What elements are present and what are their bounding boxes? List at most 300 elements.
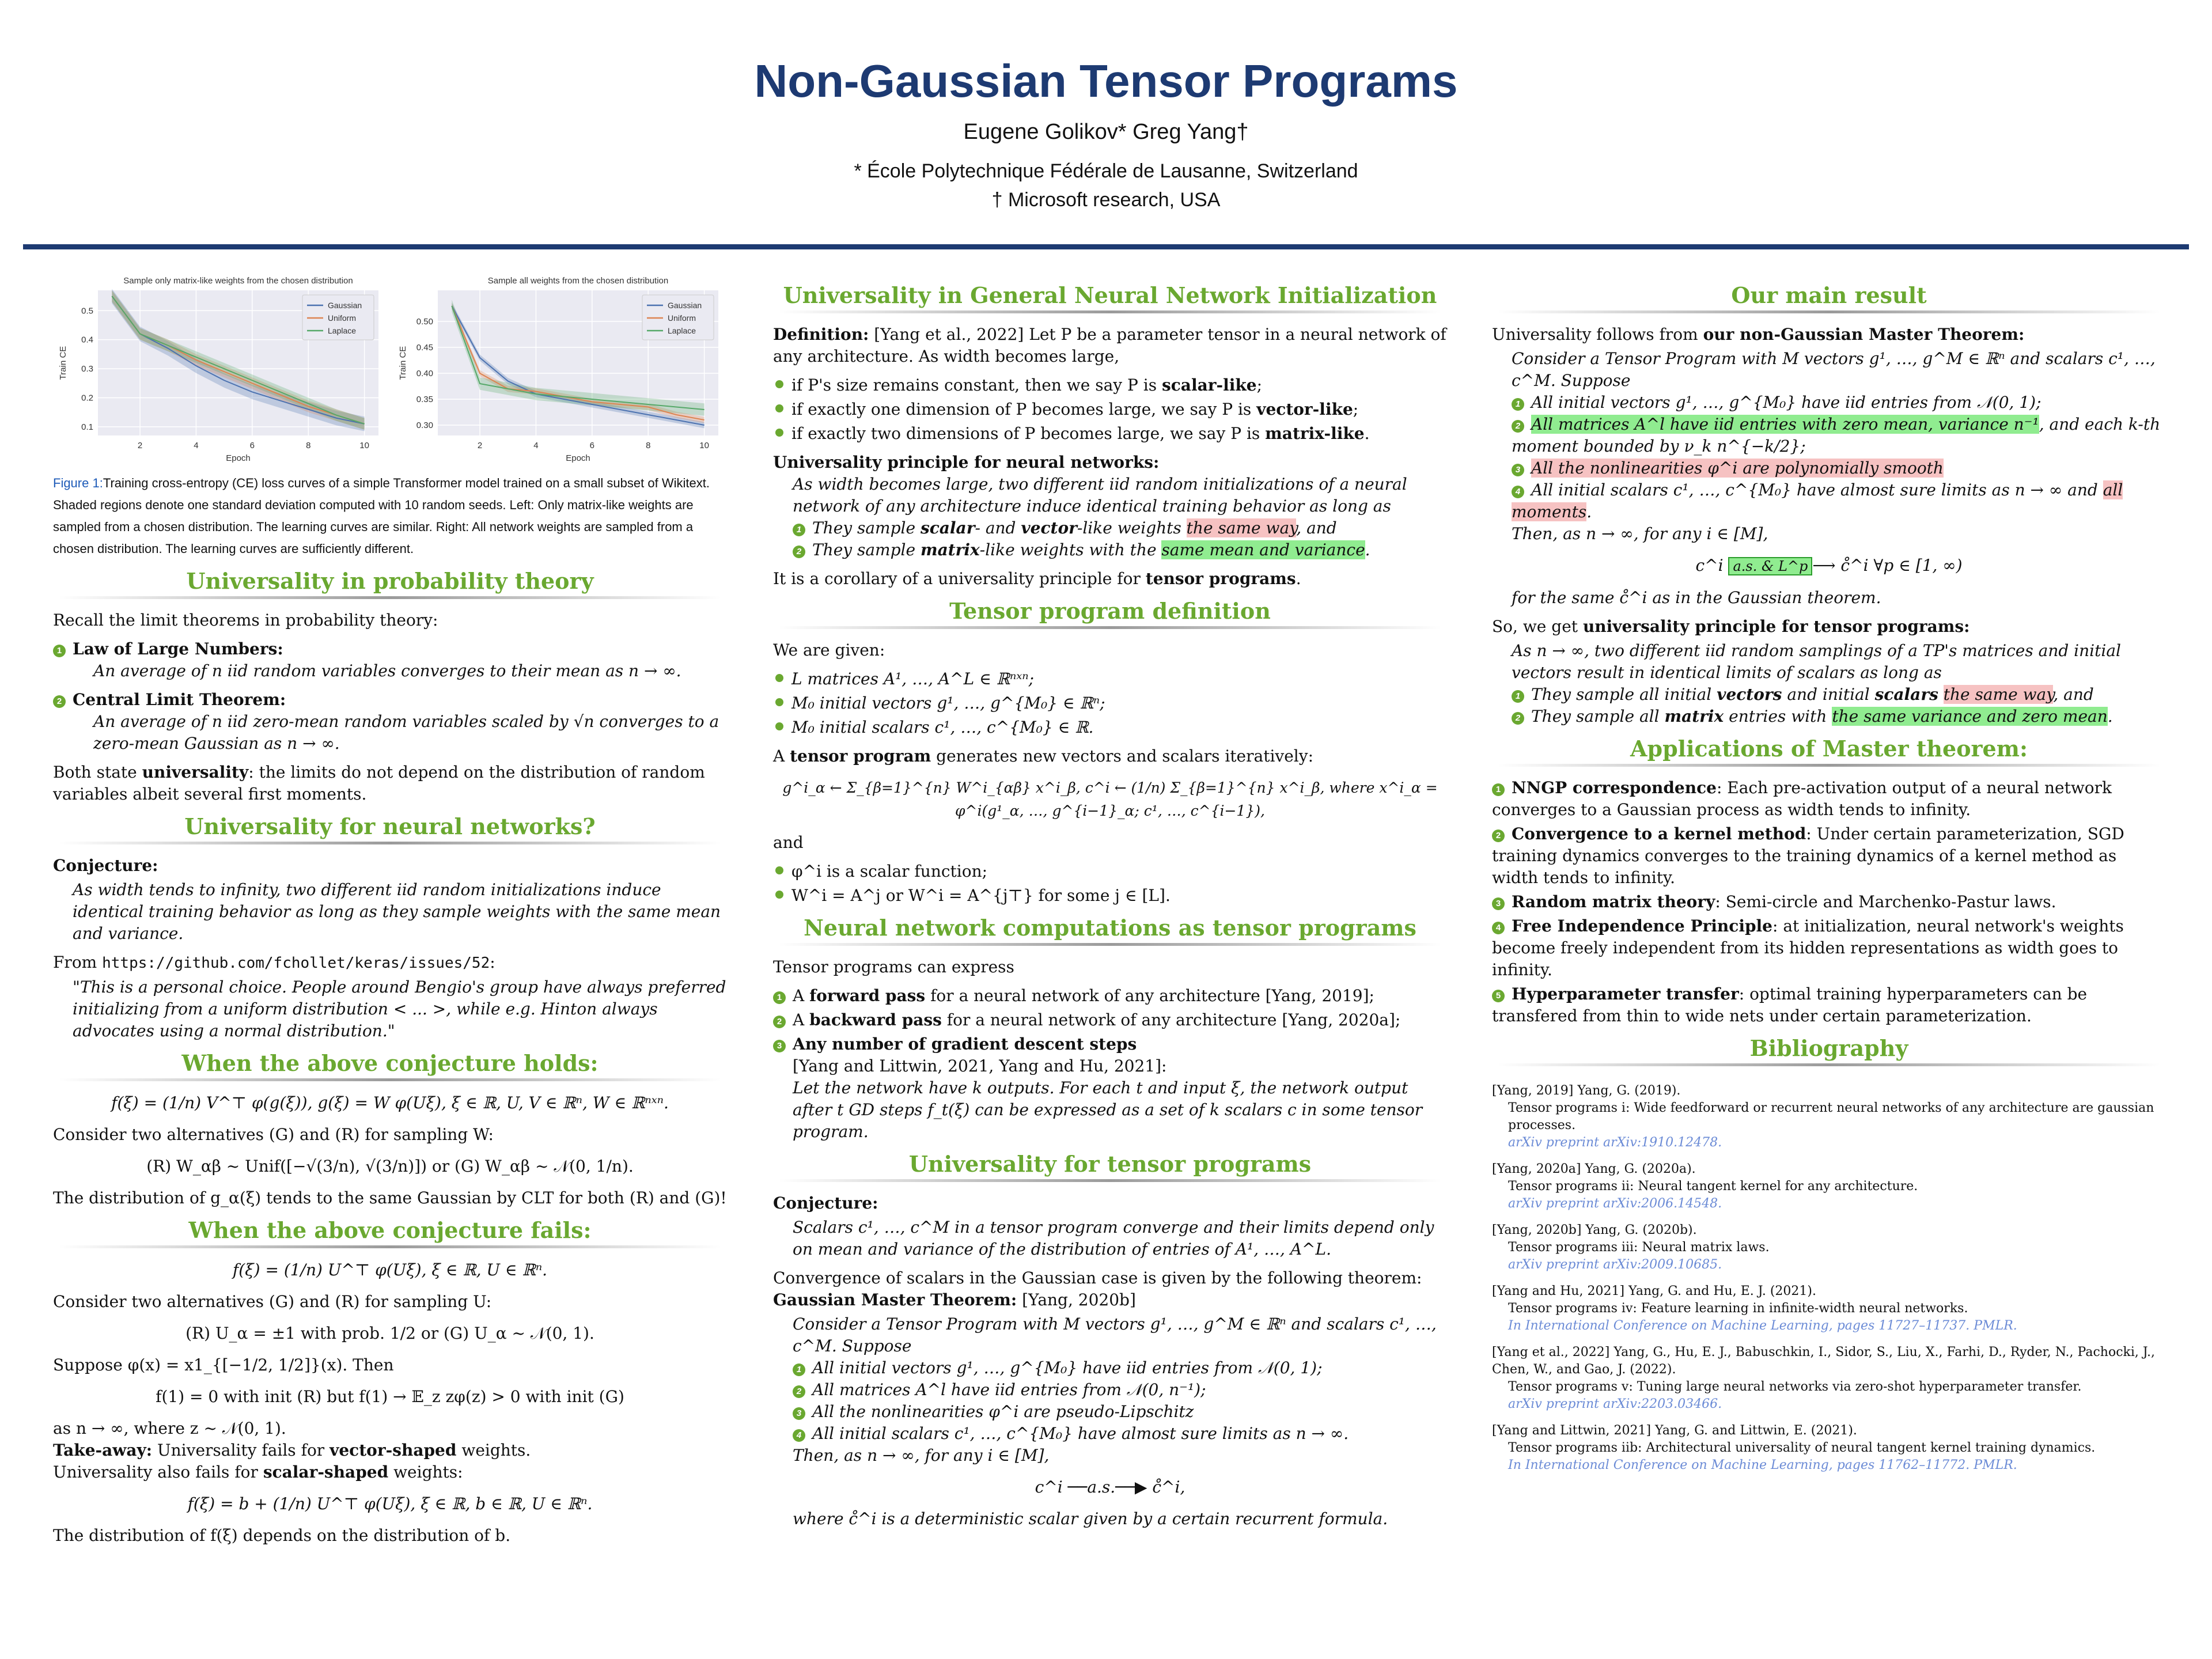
mt-item-1 (1512, 392, 2166, 414)
up1-mid2: -like weights (1077, 518, 1187, 537)
x-tick-label: 6 (589, 441, 595, 450)
item-number-2: 2 (793, 546, 805, 558)
highlight-zero-mean: All matrices A^l have iid entries with zero mean, variance n⁻¹ (1531, 415, 2039, 434)
section-divider (779, 943, 1441, 946)
m1-text: All initial vectors g¹, …, g^{M₀} have iid entries from 𝒩(0, 1); (1531, 393, 2041, 412)
ap1-bold: NNGP correspondence (1512, 778, 1717, 797)
ap2-bold: Convergence to a kernel method (1512, 824, 1806, 843)
so-item-1 (1512, 684, 2166, 706)
e2-post: for a neural network of any architecture [Yang, 2020a]; (941, 1010, 1401, 1029)
y-axis-label: Train CE (58, 346, 68, 380)
up-item-2 (793, 539, 1447, 561)
bullet-dot (775, 722, 783, 730)
s1-outro-post: : the limits do not depend on the distribution of random variables albeit several first moments. (53, 763, 705, 804)
up-item-1 (793, 517, 1447, 539)
and: and (773, 833, 804, 852)
bib-author: Yang, G. (2020b). (1585, 1223, 1697, 1237)
ap5-text: : optimal training hyperparameters can be transfered from thin to wide nets under certain parameterization. (1492, 984, 2088, 1025)
mt-then: Then, as n → ∞, for any i ∈ [M], (1512, 524, 1768, 543)
up1-post: , and (1296, 518, 1337, 537)
clt-text: An average of n iid zero-mean random variables scaled by √n converges to a zero-mean Gaussian as n → ∞. (93, 712, 719, 753)
bibliography-list (1492, 1082, 2166, 1474)
gmt-item-2 (793, 1379, 1447, 1401)
ap3-text: : Semi-circle and Marchenko-Pastur laws. (1715, 892, 2056, 911)
y-tick-label: 0.2 (81, 393, 93, 403)
bullet-dot (775, 380, 783, 388)
takeaway-label: Take-away: (53, 1441, 153, 1460)
equation-2: (R) W_αβ ~ Unif([−√(3/n), √(3/n)]) or (G) W_αβ ~ 𝒩(0, 1/n). (146, 1157, 634, 1176)
express-1 (773, 985, 1447, 1007)
section-divider (1498, 764, 2160, 767)
gmt-text: Consider a Tensor Program with M vectors g¹, …, g^M ∈ ℝⁿ and scalars c¹, …, c^M. Suppose (793, 1315, 1437, 1355)
column-left (53, 271, 727, 1554)
bib-author: Yang, G. (2019). (1577, 1084, 1681, 1098)
legend-label: Uniform (668, 313, 696, 323)
section-divider (779, 626, 1441, 629)
item-number-5: 5 (1492, 990, 1505, 1002)
m2-post: , and each k-th moment bounded by ν_k n^{−k/2}; (1512, 415, 2161, 456)
bib-author: Yang, G. and Littwin, E. (2021). (1655, 1423, 1857, 1438)
gm2-text: All matrices A^l have iid entries from 𝒩(0, n⁻¹); (812, 1380, 1206, 1399)
ap4-bold: Free Independence Principle (1512, 916, 1772, 935)
bib-venue[interactable]: arXiv preprint arXiv:2009.10685. (1508, 1257, 1722, 1272)
item-number-4: 4 (793, 1429, 805, 1442)
legend-label: Gaussian (328, 301, 362, 310)
so1-post: , and (2053, 685, 2094, 704)
item-number-1: 1 (1492, 783, 1505, 796)
e1-post: for a neural network of any architecture [Yang, 2019]; (925, 986, 1374, 1005)
m4-pre: All initial scalars c¹, …, c^{M₀} have almost sure limits as n → ∞ and (1531, 480, 2103, 499)
up2-pre: They sample (812, 540, 921, 559)
up1-b2: vector (1021, 518, 1077, 537)
tp-post: generates new vectors and scalars iteratively: (931, 747, 1314, 766)
item-number-1: 1 (1512, 398, 1524, 411)
app-item-1 (1492, 777, 2166, 821)
x-axis-label: Epoch (226, 453, 251, 463)
up1-mid: - and (975, 518, 1021, 537)
section-divider (1498, 1063, 2160, 1066)
section-divider (779, 310, 1441, 313)
scalar-bold: scalar-shaped (263, 1463, 389, 1482)
mt-end: for the same c̊^i as in the Gaussian theorem. (1512, 588, 1881, 607)
x-tick-label: 2 (477, 441, 483, 450)
intro-bold: our non-Gaussian Master Theorem: (1703, 325, 2025, 344)
ap2-text: : Under certain parameterization, SGD training dynamics converges to the training dynamics of a kernel method as width tends to infinity. (1492, 824, 2124, 887)
bib-title: Tensor programs ii: Neural tangent kernel for any architecture. (1508, 1179, 1918, 1194)
mt-equation (1492, 554, 2166, 578)
bib-venue[interactable]: arXiv preprint arXiv:2203.03466. (1508, 1397, 1722, 1411)
corollary-pre: It is a corollary of a universality principle for (773, 569, 1146, 588)
s3-p1: Consider two alternatives (G) and (R) for sampling W: (53, 1125, 494, 1144)
bullet-dot (775, 866, 783, 874)
tp-equation: g^i_α ← Σ_{β=1}^{n} W^i_{αβ} x^i_β, c^i ← (1/n) Σ_{β=1}^{n} x^i_β, where x^i_α = φ^i(g¹_α, …, g^{i−1}_α; c¹, …, c^{i−1}), (782, 779, 1438, 819)
item-number-3: 3 (793, 1407, 805, 1420)
highlight-same-mean-variance: same mean and variance (1161, 540, 1365, 559)
chart-right (393, 271, 727, 467)
bib-entry (1492, 1082, 2166, 1152)
b2-pre: if exactly one dimension of P becomes large, we say P is (791, 400, 1257, 419)
x-axis-label: Epoch (566, 453, 590, 463)
x-tick-label: 8 (646, 441, 651, 450)
s1-outro (53, 762, 727, 805)
y-tick-label: 0.40 (416, 369, 433, 378)
app-item-3 (1492, 891, 2166, 913)
ap4-text: : at initialization, neural network's weights become freely independent from its hidden representations as width goes to infinity. (1492, 916, 2124, 979)
item-number-4: 4 (1512, 486, 1524, 498)
s4-p1: Consider two alternatives (G) and (R) for sampling U: (53, 1292, 492, 1311)
s1-outro-bold: universality (142, 763, 249, 782)
takeaway-pre: Universality fails for (152, 1441, 330, 1460)
column-right (1492, 271, 2166, 1483)
b3-post: . (1364, 424, 1370, 443)
section-title-prob-universality: Universality in probability theory (186, 568, 594, 594)
bib-title: Tensor programs iv: Feature learning in infinite-width neural networks. (1508, 1301, 1968, 1316)
e2-pre: A (793, 1010, 810, 1029)
affiliation-2: † Microsoft research, USA (991, 189, 1221, 211)
so2-pre: They sample all (1531, 707, 1665, 726)
item-number-1: 1 (1512, 690, 1524, 703)
s1-intro: Recall the limit theorems in probability theory: (53, 611, 438, 630)
legend-label: Laplace (668, 326, 696, 335)
bib-author: Yang, G. and Hu, E. J. (2021). (1628, 1284, 1816, 1298)
b3-pre: if exactly two dimensions of P becomes large, we say P is (791, 424, 1266, 443)
item-number-2: 2 (1512, 420, 1524, 433)
so1-b1: vectors (1717, 685, 1782, 704)
section-divider (59, 842, 721, 844)
poster-title: Non-Gaussian Tensor Programs (754, 55, 1458, 107)
mt-item-3 (1512, 457, 2166, 479)
bib-entry (1492, 1344, 2166, 1413)
column-middle (773, 271, 1447, 1537)
source-url[interactable]: https://github.com/fchollet/keras/issues/52 (102, 955, 490, 972)
bib-key: [Yang, 2020b] (1492, 1223, 1582, 1237)
s3-p2: The distribution of g_α(ξ) tends to the same Gaussian by CLT for both (R) and (G)! (53, 1188, 727, 1207)
so-heading (1492, 616, 2166, 638)
y-tick-label: 0.4 (81, 335, 93, 345)
so1-mid: and initial (1782, 685, 1875, 704)
gmt-end: where c̊^i is a deterministic scalar given by a certain recurrent formula. (793, 1509, 1388, 1528)
e3-bold: Any number of gradient descent steps (793, 1035, 1137, 1054)
section-title-universality-tp: Universality for tensor programs (908, 1151, 1312, 1177)
chart-left-svg (53, 271, 387, 467)
mt-text: Consider a Tensor Program with M vectors g¹, …, g^M ∈ ℝⁿ and scalars c¹, …, c^M. Suppose (1512, 349, 2156, 390)
bib-venue[interactable]: In International Conference on Machine Learning, pages 11762–11772. PMLR. (1508, 1458, 2017, 1472)
mt-eq-right: c̊^i ∀p ∈ [1, ∞) (1840, 556, 1963, 575)
gmt-heading (773, 1289, 1447, 1311)
s4-p2: Suppose φ(x) = x1_{[−1/2, 1/2]}(x). Then (53, 1355, 394, 1374)
source-colon: : (490, 953, 495, 972)
x-tick-label: 8 (306, 441, 311, 450)
lln-text: An average of n iid random variables converges to their mean as n → ∞. (93, 661, 681, 680)
lln-title: Law of Large Numbers: (73, 639, 283, 658)
section-title-applications: Applications of Master theorem: (1630, 736, 2028, 762)
item-number-1: 1 (793, 524, 805, 536)
x-tick-label: 6 (249, 441, 255, 450)
up2-mid: -like weights with the (979, 540, 1162, 559)
chart-title: Sample all weights from the chosen distribution (487, 276, 669, 286)
bib-key: [Yang, 2019] (1492, 1084, 1574, 1098)
bullet-scalar-like (773, 374, 1447, 396)
x-tick-label: 4 (533, 441, 539, 450)
item-number-2: 2 (773, 1016, 786, 1028)
given-1-text: L matrices A¹, …, A^L ∈ ℝⁿˣⁿ; (791, 669, 1035, 688)
conjecture-text: As width tends to infinity, two different iid random initializations induce identical training behavior as long as they sample weights with the same mean and variance. (73, 880, 721, 943)
equation-4: (R) U_α = ±1 with prob. 1/2 or (G) U_α ~ 𝒩(0, 1). (185, 1324, 594, 1343)
takeaway (53, 1440, 727, 1461)
bullet-dot (775, 674, 783, 682)
clt-item (53, 689, 727, 711)
section-title-nn-as-tp: Neural network computations as tensor programs (804, 915, 1416, 941)
so2-post: . (2107, 707, 2113, 726)
section-divider (1498, 310, 2160, 313)
x-tick-label: 4 (194, 441, 199, 450)
and-1 (773, 861, 1447, 882)
gm3-text: All the nonlinearities φ^i are pseudo-Lipschitz (812, 1402, 1194, 1421)
y-tick-label: 0.35 (416, 395, 433, 404)
so-text: As n → ∞, two different iid random samplings of a TP's matrices and initial vectors result in identical limits of scalars as long as (1512, 641, 2121, 682)
mt-eq-box: a.s. & L^p (1728, 557, 1812, 575)
bib-key: [Yang and Hu, 2021] (1492, 1284, 1625, 1298)
definition-label: Definition: (773, 325, 869, 344)
b2-bold: vector-like (1256, 400, 1353, 419)
x-tick-label: 10 (359, 441, 369, 450)
so1-b2: scalars (1874, 685, 1938, 704)
section-title-bibliography: Bibliography (1749, 1035, 1908, 1061)
y-tick-label: 0.3 (81, 364, 93, 374)
item-number-2: 2 (793, 1385, 805, 1398)
bullet-dot (775, 698, 783, 706)
given-3-text: M₀ initial scalars c¹, …, c^{M₀} ∈ ℝ. (791, 718, 1094, 737)
corollary (773, 568, 1447, 590)
definition (773, 324, 1447, 368)
highlight-same-way: the same way (1186, 518, 1297, 537)
bullet-vector-like (773, 399, 1447, 421)
poster-header (0, 0, 2212, 253)
main-intro (1492, 324, 2166, 346)
figure-caption (53, 472, 727, 560)
app-item-4 (1492, 915, 2166, 981)
highlight-same-variance: the same variance and zero mean (1832, 707, 2108, 726)
s1-outro-pre: Both state (53, 763, 142, 782)
gmt-item-3 (793, 1401, 1447, 1423)
gmt-cite: [Yang, 2020b] (1017, 1290, 1136, 1309)
item-number-2: 2 (53, 695, 66, 708)
ap3-bold: Random matrix theory (1512, 892, 1715, 911)
quote-text: "This is a personal choice. People around Bengio's group have always preferred initializing from a uniform distribution < ... >, while e.g. Hinton always advocates using a normal distribution." (73, 978, 726, 1040)
highlight-polynomially-smooth: All the nonlinearities φ^i are polynomially smooth (1531, 459, 1944, 478)
item-number-1: 1 (773, 991, 786, 1004)
mt-eq-left: c^i (1695, 556, 1724, 575)
item-number-2: 2 (1512, 712, 1524, 725)
legend-label: Laplace (328, 326, 357, 335)
b3-bold: matrix-like (1265, 424, 1365, 443)
highlight-all-moments: all moments (1512, 480, 2123, 521)
gm4-text: All initial scalars c¹, …, c^{M₀} have almost sure limits as n → ∞. (812, 1424, 1349, 1443)
section-title-nn-universality: Universality for neural networks? (184, 813, 596, 839)
x-tick-label: 10 (699, 441, 709, 450)
universality-principle-label: Universality principle for neural networks: (773, 453, 1160, 472)
mt-item-2 (1512, 414, 2166, 457)
equation-5: f(1) = 0 with init (R) but f(1) → 𝔼_z zφ(z) > 0 with init (G) (156, 1387, 624, 1406)
section-title-tp-definition: Tensor program definition (949, 598, 1271, 624)
tp-generates (773, 745, 1447, 767)
and-2 (773, 885, 1447, 907)
so-pre: So, we get (1492, 617, 1583, 636)
bib-entry (1492, 1283, 2166, 1335)
chart-left (53, 271, 387, 467)
scalar-pre: Universality also fails for (53, 1463, 263, 1482)
bib-key: [Yang et al., 2022] (1492, 1345, 1610, 1359)
gmt-item-1 (793, 1357, 1447, 1379)
gmt-item-4 (793, 1423, 1447, 1445)
convergence-text: Convergence of scalars in the Gaussian case is given by the following theorem: (773, 1268, 1422, 1287)
takeaway-bold: vector-shaped (329, 1441, 457, 1460)
gmt-equation: c^i ──a.s.──▶ c̊^i, (1035, 1478, 1185, 1497)
figure-caption-text: Training cross-entropy (CE) loss curves of a simple Transformer model trained on a small subset of Wikitext. Shaded regions denote one standard deviation computed with 10 random seeds. Left: Only matrix-like weights are sampled from a chosen distribution. The learning curves are similar. Right: All network weights are sampled from a chosen distribution. The learning curves are sufficiently different. (53, 476, 710, 556)
bib-venue[interactable]: In International Conference on Machine Learning, pages 11727–11737. PMLR. (1508, 1319, 2017, 1333)
so1-pre: They sample all initial (1531, 685, 1717, 704)
bullet-dot (775, 404, 783, 412)
tp-pre: A (773, 747, 790, 766)
item-number-1: 1 (53, 645, 66, 657)
b1-bold: scalar-like (1161, 376, 1257, 395)
conjecture-label: Conjecture: (53, 856, 158, 875)
express-3 (773, 1033, 1447, 1055)
bib-title: Tensor programs iib: Architectural universality of neural tangent kernel training dynamics. (1508, 1441, 2096, 1455)
so2-b: matrix (1664, 707, 1724, 726)
b1-pre: if P's size remains constant, then we say P is (791, 376, 1162, 395)
s4-end: The distribution of f(ξ) depends on the distribution of b. (53, 1526, 511, 1545)
section-title-main-result: Our main result (1731, 282, 1927, 308)
bib-title: Tensor programs iii: Neural matrix laws. (1508, 1240, 1770, 1255)
universality-principle-text: As width becomes large, two different iid random initializations of a neural network of any architecture induce identical training behavior as long as (793, 475, 1407, 516)
y-tick-label: 0.50 (416, 317, 433, 327)
bib-key: [Yang and Littwin, 2021] (1492, 1423, 1652, 1438)
bib-venue[interactable]: arXiv preprint arXiv:1910.12478. (1508, 1135, 1722, 1150)
bib-entry (1492, 1222, 2166, 1274)
y-tick-label: 0.1 (81, 422, 93, 432)
e2-bold: backward pass (809, 1010, 942, 1029)
legend-label: Uniform (328, 313, 357, 323)
b1-post: ; (1256, 376, 1263, 395)
bib-key: [Yang, 2020a] (1492, 1162, 1581, 1176)
arrow-right-icon: ⟶ (1812, 556, 1836, 575)
given-2 (773, 692, 1447, 714)
authors: Eugene Golikov* Greg Yang† (963, 120, 1249, 144)
lln-item (53, 638, 727, 660)
item-number-3: 3 (1492, 897, 1505, 910)
bib-venue[interactable]: arXiv preprint arXiv:2006.14548. (1508, 1196, 1722, 1211)
app-item-2 (1492, 823, 2166, 889)
bullet-matrix-like (773, 423, 1447, 445)
bib-title: Tensor programs v: Tuning large neural networks via zero-shot hyperparameter transfer. (1508, 1380, 2082, 1394)
ap5-bold: Hyperparameter transfer (1512, 984, 1739, 1003)
express-2 (773, 1009, 1447, 1031)
b2-post: ; (1353, 400, 1359, 419)
up2-b: matrix (920, 540, 980, 559)
s4-p3: as n → ∞, where z ~ 𝒩(0, 1). (53, 1419, 286, 1438)
e3-cite: [Yang and Littwin, 2021, Yang and Hu, 2021]: (793, 1056, 1167, 1075)
and-1-text: φ^i is a scalar function; (791, 862, 988, 881)
corollary-bold: tensor programs (1145, 569, 1296, 588)
gm1-text: All initial vectors g¹, …, g^{M₀} have iid entries from 𝒩(0, 1); (812, 1358, 1323, 1377)
conjecture-label-2: Conjecture: (773, 1194, 878, 1213)
e3-text: Let the network have k outputs. For each t and input ξ, the network output after t GD steps f_t(ξ) can be expressed as a set of k scalars c in some tensor program. (793, 1078, 1423, 1141)
ap1-text: : Each pre-activation output of a neural network converges to a Gaussian process as width tends to infinity. (1492, 778, 2112, 819)
given-3 (773, 717, 1447, 738)
bib-entry (1492, 1422, 2166, 1474)
section-divider (59, 1078, 721, 1081)
legend-label: Gaussian (668, 301, 702, 310)
source-prefix: From (53, 953, 103, 972)
bib-entry (1492, 1161, 2166, 1213)
gmt-then: Then, as n → ∞, for any i ∈ [M], (793, 1446, 1050, 1465)
takeaway-post: weights. (456, 1441, 531, 1460)
y-tick-label: 0.45 (416, 343, 433, 353)
definition-text: [Yang et al., 2022] Let P be a parameter tensor in a neural network of any architecture. As width becomes large, (773, 325, 1446, 366)
so-bold: universality principle for tensor programs: (1582, 617, 1970, 636)
item-number-1: 1 (793, 1363, 805, 1376)
bib-author: Yang, G. (2020a). (1585, 1162, 1696, 1176)
up1-pre: They sample (812, 518, 921, 537)
header-rule (23, 244, 2189, 249)
section-divider (59, 596, 721, 599)
up2-post: . (1365, 540, 1370, 559)
bib-author: Yang, G., Hu, E. J., Babuschkin, I., Sidor, S., Liu, X., Farhi, D., Ryder, N., Pachocki, J., Chen, W., and Gao, J. (2022). (1492, 1345, 2155, 1377)
item-number-4: 4 (1492, 922, 1505, 934)
given: We are given: (773, 641, 885, 660)
bib-title: Tensor programs i: Wide feedforward or recurrent neural networks of any architecture are gaussian processes. (1508, 1101, 2154, 1132)
e1-pre: A (793, 986, 810, 1005)
tp-bold: tensor program (790, 747, 931, 766)
section-title-general-init: Universality in General Neural Network Initialization (783, 282, 1437, 308)
bullet-dot (775, 429, 783, 437)
scalar-post: weights: (388, 1463, 463, 1482)
tp-express: Tensor programs can express (773, 957, 1014, 976)
so2-mid: entries with (1724, 707, 1832, 726)
section-divider (779, 1179, 1441, 1182)
e1-bold: forward pass (809, 986, 926, 1005)
bullet-dot (775, 891, 783, 899)
item-number-3: 3 (1512, 464, 1524, 476)
intro-pre: Universality follows from (1492, 325, 1703, 344)
figure-1 (53, 271, 727, 472)
figure-label: Figure 1: (53, 476, 103, 490)
item-number-3: 3 (773, 1040, 786, 1052)
app-item-5 (1492, 983, 2166, 1027)
item-number-2: 2 (1492, 830, 1505, 842)
y-tick-label: 0.30 (416, 421, 433, 430)
m4-post: . (1586, 502, 1592, 521)
equation-1: f(ξ) = (1/n) V^⊤ φ(g(ξ)), g(ξ) = W φ(Uξ), ξ ∈ ℝ, U, V ∈ ℝⁿ, W ∈ ℝⁿˣⁿ. (111, 1093, 669, 1112)
so-item-2 (1512, 706, 2166, 728)
y-tick-label: 0.5 (81, 306, 93, 316)
equation-3: f(ξ) = (1/n) U^⊤ φ(Uξ), ξ ∈ ℝ, U ∈ ℝⁿ. (232, 1260, 548, 1279)
given-2-text: M₀ initial vectors g¹, …, g^{M₀} ∈ ℝⁿ; (791, 694, 1105, 713)
x-tick-label: 2 (137, 441, 143, 450)
chart-title: Sample only matrix-like weights from the chosen distribution (123, 276, 353, 286)
source-line (53, 952, 727, 974)
section-divider (59, 1245, 721, 1248)
affiliation-1: * École Polytechnique Fédérale de Lausanne, Switzerland (854, 160, 1358, 182)
corollary-post: . (1296, 569, 1301, 588)
given-1 (773, 668, 1447, 690)
clt-title: Central Limit Theorem: (73, 690, 286, 709)
scalar-fails (53, 1461, 727, 1483)
up1-b1: scalar (920, 518, 975, 537)
equation-6: f(ξ) = b + (1/n) U^⊤ φ(Uξ), ξ ∈ ℝ, b ∈ ℝ, U ∈ ℝⁿ. (187, 1494, 593, 1513)
y-axis-label: Train CE (398, 346, 408, 380)
